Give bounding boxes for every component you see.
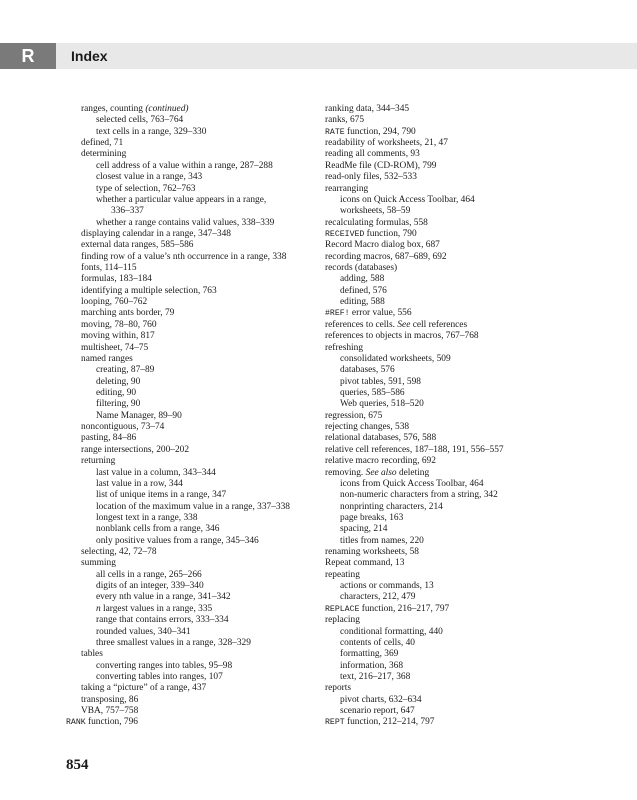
entry-text: relative macro recording, 692	[325, 456, 436, 467]
entry-text: creating, 87–89	[96, 365, 155, 376]
index-entry	[66, 195, 326, 206]
index-entry	[66, 388, 326, 399]
entry-text: Web queries, 518–520	[340, 399, 424, 410]
entry-text: characters, 212, 479	[340, 592, 416, 603]
index-entry	[325, 218, 585, 229]
index-entry	[66, 638, 326, 649]
entry-text: function, 212–214, 797	[344, 717, 435, 728]
code-term: REPT	[325, 718, 345, 728]
index-entry	[66, 615, 326, 626]
entry-text: cell references	[410, 319, 468, 330]
index-entry	[66, 683, 326, 694]
index-entry	[325, 649, 585, 660]
index-entry	[325, 149, 585, 160]
index-entry	[66, 479, 326, 490]
index-entry	[66, 490, 326, 501]
index-entry	[325, 320, 585, 331]
index-column-left	[66, 104, 326, 729]
index-entry	[325, 570, 585, 581]
index-entry	[325, 706, 585, 717]
index-entry	[325, 536, 585, 547]
entry-text: rounded values, 340–341	[96, 626, 191, 637]
entry-text: replacing	[325, 615, 360, 626]
index-entry	[325, 377, 585, 388]
index-entry	[66, 717, 326, 728]
index-entry	[325, 206, 585, 217]
index-entry	[66, 343, 326, 354]
index-entry	[325, 240, 585, 251]
entry-text: noncontiguous, 73–74	[81, 422, 165, 433]
index-entry	[66, 263, 326, 274]
index-entry	[66, 536, 326, 547]
entry-text: largest values in a range, 335	[100, 603, 213, 614]
index-entry	[325, 263, 585, 274]
entry-text: returning	[81, 456, 116, 467]
entry-text: range intersections, 200–202	[81, 444, 190, 455]
code-term: RANK	[66, 718, 86, 728]
index-entry	[325, 138, 585, 149]
entry-text: taking a “picture” of a range, 437	[81, 683, 207, 694]
index-entry	[325, 127, 585, 138]
index-entry	[66, 320, 326, 331]
index-entry	[325, 433, 585, 444]
index-entry	[325, 399, 585, 410]
entry-text: deleting	[396, 467, 430, 478]
entry-text: renaming worksheets, 58	[325, 547, 419, 558]
entry-text: last value in a row, 344	[96, 478, 183, 489]
entry-text: marching ants border, 79	[81, 308, 175, 319]
entry-text: all cells in a range, 265–266	[96, 569, 202, 580]
entry-text: external data ranges, 585–586	[81, 240, 194, 251]
entry-text: text cells in a range, 329–330	[96, 126, 207, 137]
index-entry	[66, 377, 326, 388]
code-term: REPLACE	[325, 604, 360, 614]
index-entry	[325, 479, 585, 490]
index-entry	[66, 172, 326, 183]
entry-text: consolidated worksheets, 509	[340, 353, 451, 364]
index-entry	[325, 615, 585, 626]
index-entry	[325, 445, 585, 456]
entry-text: only positive values from a range, 345–346	[96, 535, 259, 546]
index-entry	[66, 627, 326, 638]
index-entry	[325, 115, 585, 126]
index-entry	[325, 331, 585, 342]
index-entry	[66, 649, 326, 660]
index-entry	[66, 445, 326, 456]
chapter-letter-tab: R	[0, 43, 56, 69]
entry-text: fonts, 114–115	[81, 263, 137, 274]
entry-text: non-numeric characters from a string, 342	[340, 490, 498, 501]
index-entry	[66, 365, 326, 376]
index-entry	[325, 274, 585, 285]
index-entry	[66, 524, 326, 535]
index-entry	[325, 161, 585, 172]
index-entry	[66, 104, 326, 115]
entry-text: information, 368	[340, 660, 404, 671]
entry-text: filtering, 90	[96, 399, 141, 410]
index-entry	[66, 138, 326, 149]
entry-text: whether a range contains valid values, 338–339	[96, 217, 275, 228]
index-entry	[325, 422, 585, 433]
entry-text: rearranging	[325, 183, 369, 194]
entry-text: editing, 90	[96, 387, 137, 398]
index-entry	[325, 604, 585, 615]
index-entry	[66, 422, 326, 433]
entry-text: selecting, 42, 72–78	[81, 547, 157, 558]
index-entry	[66, 468, 326, 479]
entry-text: three smallest values in a range, 328–329	[96, 637, 251, 648]
entry-text: converting ranges into tables, 95–98	[96, 660, 233, 671]
index-entry	[325, 683, 585, 694]
entry-text: editing, 588	[340, 297, 385, 308]
index-entry	[325, 184, 585, 195]
entry-text: ranges, counting	[81, 104, 146, 114]
entry-text: defined, 576	[340, 285, 387, 296]
italic-text: See	[397, 319, 411, 330]
entry-text: cell address of a value within a range, 287–288	[96, 160, 273, 171]
index-entry	[66, 399, 326, 410]
index-entry	[325, 388, 585, 399]
entry-text: type of selection, 762–763	[96, 183, 196, 194]
entry-text: 336–337	[111, 206, 144, 217]
entry-text: queries, 585–586	[340, 387, 405, 398]
entry-text: refreshing	[325, 342, 364, 353]
entry-text: relational databases, 576, 588	[325, 433, 437, 444]
index-entry	[66, 115, 326, 126]
index-entry	[66, 706, 326, 717]
entry-text: longest text in a range, 338	[96, 512, 198, 523]
entry-text: adding, 588	[340, 274, 385, 285]
entry-text: every nth value in a range, 341–342	[96, 592, 231, 603]
index-column-right	[325, 104, 585, 729]
index-entry	[66, 286, 326, 297]
entry-text: actions or commands, 13	[340, 581, 434, 592]
index-entry	[325, 195, 585, 206]
entry-text: recording macros, 687–689, 692	[325, 251, 447, 262]
entry-text: pivot charts, 632–634	[340, 694, 422, 705]
index-entry	[325, 524, 585, 535]
index-entry	[66, 308, 326, 319]
entry-text: function, 216–217, 797	[359, 603, 450, 614]
entry-text: formatting, 369	[340, 649, 399, 660]
entry-text: titles from names, 220	[340, 535, 424, 546]
entry-text: tables	[81, 649, 103, 660]
entry-text: determining	[81, 149, 127, 160]
entry-text: ranking data, 344–345	[325, 104, 410, 114]
entry-text: repeating	[325, 569, 360, 580]
entry-text: multisheet, 74–75	[81, 342, 149, 353]
index-entry	[325, 672, 585, 683]
page-number: 854	[66, 757, 89, 773]
entry-text: icons from Quick Access Toolbar, 464	[340, 478, 484, 489]
index-entry	[325, 558, 585, 569]
entry-text: conditional formatting, 440	[340, 626, 443, 637]
entry-text: deleting, 90	[96, 376, 141, 387]
index-entry	[66, 661, 326, 672]
entry-text: removing.	[325, 467, 366, 478]
entry-text: named ranges	[81, 353, 133, 364]
index-entry	[66, 672, 326, 683]
entry-text: recalculating formulas, 558	[325, 217, 428, 228]
index-entry	[66, 695, 326, 706]
index-entry	[325, 695, 585, 706]
index-entry	[325, 513, 585, 524]
index-entry	[66, 127, 326, 138]
code-term: RATE	[325, 127, 345, 137]
index-entry	[66, 547, 326, 558]
index-entry	[66, 433, 326, 444]
index-entry	[325, 592, 585, 603]
entry-text: error value, 556	[349, 308, 412, 319]
entry-text: function, 294, 790	[344, 126, 416, 137]
entry-text: nonprinting characters, 214	[340, 501, 443, 512]
entry-text: relative cell references, 187–188, 191, 556–557	[325, 444, 504, 455]
index-entry	[325, 661, 585, 672]
index-entry	[66, 581, 326, 592]
entry-text: icons on Quick Access Toolbar, 464	[340, 194, 475, 205]
index-entry	[66, 502, 326, 513]
entry-text: moving, 78–80, 760	[81, 319, 157, 330]
entry-text: function, 790	[364, 228, 417, 239]
index-entry	[66, 592, 326, 603]
index-entry	[66, 184, 326, 195]
entry-text: transposing, 86	[81, 694, 139, 705]
index-entry	[325, 297, 585, 308]
entry-text: read-only files, 532–533	[325, 172, 417, 183]
index-entry	[66, 411, 326, 422]
entry-text: worksheets, 58–59	[340, 206, 411, 217]
code-term: RECEIVED	[325, 229, 365, 239]
entry-text: ReadMe file (CD-ROM), 799	[325, 160, 437, 171]
entry-text: selected cells, 763–764	[96, 115, 184, 126]
entry-text: whether a particular value appears in a range,	[96, 194, 267, 205]
entry-text: VBA, 757–758	[81, 706, 139, 717]
entry-text: Record Macro dialog box, 687	[325, 240, 440, 251]
entry-text: contents of cells, 40	[340, 637, 415, 648]
entry-text: reading all comments, 93	[325, 149, 420, 160]
running-header-title: Index	[71, 48, 108, 64]
code-term: #REF!	[325, 309, 350, 319]
entry-text: records (databases)	[325, 263, 398, 274]
entry-text: databases, 576	[340, 365, 395, 376]
index-entry	[66, 604, 326, 615]
index-entry	[325, 627, 585, 638]
entry-text: regression, 675	[325, 410, 383, 421]
index-entry	[66, 218, 326, 229]
entry-text: digits of an integer, 339–340	[96, 581, 204, 592]
index-entry	[66, 456, 326, 467]
index-entry	[325, 547, 585, 558]
entry-text: pasting, 84–86	[81, 433, 137, 444]
index-entry	[325, 229, 585, 240]
index-entry	[325, 365, 585, 376]
entry-text: function, 796	[85, 717, 138, 728]
index-entry	[325, 343, 585, 354]
index-entry	[325, 172, 585, 183]
index-entry	[66, 274, 326, 285]
entry-text: last value in a column, 343–344	[96, 467, 216, 478]
index-entry	[325, 456, 585, 467]
entry-text: looping, 760–762	[81, 297, 148, 308]
entry-text: formulas, 183–184	[81, 274, 152, 285]
index-entry	[66, 331, 326, 342]
index-entry	[325, 468, 585, 479]
entry-text: converting tables into ranges, 107	[96, 671, 223, 682]
index-entry	[66, 354, 326, 365]
index-entry	[325, 502, 585, 513]
italic-text: (continued)	[145, 104, 189, 114]
entry-text: Repeat command, 13	[325, 558, 405, 569]
entry-text: closest value in a range, 343	[96, 172, 203, 183]
index-entry	[325, 411, 585, 422]
entry-text: scenario report, 647	[340, 706, 415, 717]
entry-text: defined, 71	[81, 138, 124, 149]
index-entry	[66, 149, 326, 160]
entry-text: pivot tables, 591, 598	[340, 376, 421, 387]
index-entry	[66, 558, 326, 569]
index-entry	[325, 252, 585, 263]
index-entry	[66, 297, 326, 308]
entry-text: nonblank cells from a range, 346	[96, 524, 220, 535]
entry-text: spacing, 214	[340, 524, 388, 535]
index-entry	[66, 206, 326, 217]
entry-text: summing	[81, 558, 116, 569]
entry-text: identifying a multiple selection, 763	[81, 285, 217, 296]
entry-text: range that contains errors, 333–334	[96, 615, 229, 626]
entry-text: Name Manager, 89–90	[96, 410, 182, 421]
italic-text: See also	[365, 467, 397, 478]
index-entry	[325, 354, 585, 365]
entry-text: location of the maximum value in a range, 337–338	[96, 501, 290, 512]
index-entry	[325, 104, 585, 115]
entry-text: readability of worksheets, 21, 47	[325, 138, 448, 149]
entry-text: ranks, 675	[325, 115, 365, 126]
entry-text: references to cells.	[325, 319, 398, 330]
entry-text: displaying calendar in a range, 347–348	[81, 228, 231, 239]
index-entry	[325, 717, 585, 728]
index-entry	[66, 229, 326, 240]
entry-text: moving within, 817	[81, 331, 155, 342]
entry-text: reports	[325, 683, 352, 694]
index-entry	[66, 161, 326, 172]
index-entry	[325, 581, 585, 592]
entry-text: finding row of a value’s nth occurrence in a range, 338	[81, 251, 287, 262]
index-entry	[66, 513, 326, 524]
index-entry	[66, 240, 326, 251]
index-entry	[66, 252, 326, 263]
index-entry	[325, 638, 585, 649]
index-entry	[66, 570, 326, 581]
italic-text: n	[96, 603, 101, 614]
index-entry	[325, 286, 585, 297]
entry-text: text, 216–217, 368	[340, 671, 411, 682]
index-entry	[325, 490, 585, 501]
entry-text: rejecting changes, 538	[325, 422, 410, 433]
index-entry	[325, 308, 585, 319]
entry-text: page breaks, 163	[340, 512, 404, 523]
entry-text: references to objects in macros, 767–768	[325, 331, 479, 342]
entry-text: list of unique items in a range, 347	[96, 490, 227, 501]
